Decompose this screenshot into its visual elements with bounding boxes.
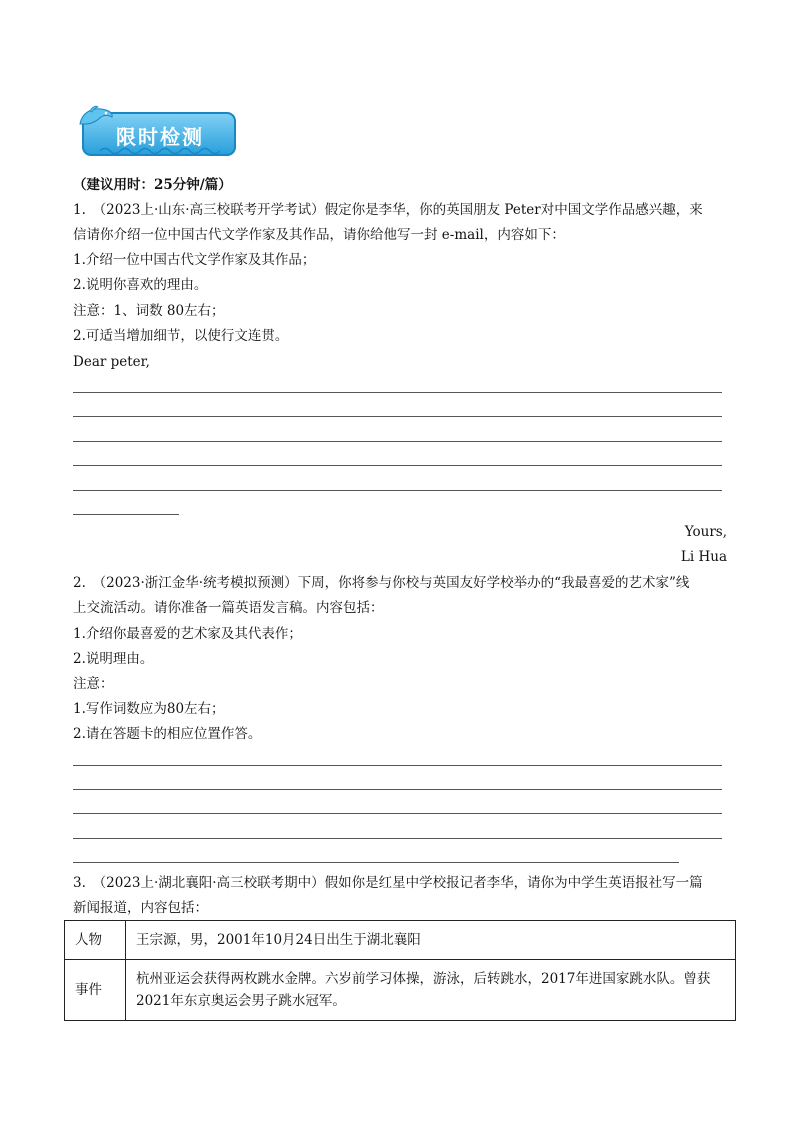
table-row bbox=[65, 921, 736, 960]
q2-point2: 2.说明理由。 bbox=[73, 651, 154, 667]
q1-point2: 2.说明你喜欢的理由。 bbox=[73, 277, 208, 293]
q2-prompt-line1: 2. （2023·浙江金华·统考模拟预测）下周，你将参与你校与英国友好学校举办的“我最喜爱的艺术家”线 bbox=[73, 575, 690, 591]
section-banner bbox=[76, 102, 238, 158]
table-row bbox=[65, 960, 736, 1021]
q1-closing: Yours, bbox=[684, 524, 727, 540]
q1-note2: 2.可适当增加细节，以使行文连贯。 bbox=[73, 328, 289, 344]
q1-prompt-line2: 信请你介绍一位中国古代文学作家及其作品，请你给他写一封 e-mail，内容如下： bbox=[73, 227, 565, 243]
q1-point1: 1.介绍一位中国古代文学作家及其作品； bbox=[73, 252, 316, 268]
q3-prompt-line2: 新闻报道，内容包括： bbox=[73, 900, 208, 916]
dolphin-icon bbox=[76, 102, 116, 136]
answer-line[interactable] bbox=[73, 465, 722, 466]
q1-note1: 注意：1、词数 80左右； bbox=[73, 303, 225, 319]
answer-line[interactable] bbox=[73, 441, 722, 442]
answer-line[interactable] bbox=[73, 862, 679, 863]
banner-title: 限时检测 bbox=[116, 125, 204, 149]
time-note: （建议用时：25分钟/篇） bbox=[73, 177, 232, 193]
answer-line[interactable] bbox=[73, 789, 722, 790]
q2-note-label: 注意： bbox=[73, 676, 114, 692]
answer-line-short[interactable] bbox=[73, 514, 179, 515]
q3-prompt-line1: 3. （2023上·湖北襄阳·高三校联考期中）假如你是红星中学校报记者李华，请你为中学生英语报社写一篇 bbox=[73, 875, 703, 891]
q1-signature: Li Hua bbox=[680, 549, 727, 565]
wave-decoration bbox=[100, 146, 220, 156]
q2-point1: 1.介绍你最喜爱的艺术家及其代表作； bbox=[73, 626, 302, 642]
answer-line[interactable] bbox=[73, 416, 722, 417]
answer-line[interactable] bbox=[73, 392, 722, 393]
answer-line[interactable] bbox=[73, 813, 722, 814]
q2-note2: 2.请在答题卡的相应位置作答。 bbox=[73, 726, 262, 742]
table-key: 人物 bbox=[65, 921, 126, 960]
answer-line[interactable] bbox=[73, 838, 722, 839]
table-value: 王宗源，男，2001年10月24日出生于湖北襄阳 bbox=[126, 921, 736, 960]
q2-note1: 1.写作词数应为80左右； bbox=[73, 701, 225, 717]
table-key: 事件 bbox=[65, 960, 126, 1021]
q3-info-table bbox=[64, 920, 736, 1021]
q1-greeting: Dear peter, bbox=[73, 354, 150, 370]
answer-line[interactable] bbox=[73, 490, 722, 491]
q2-prompt-line2: 上交流活动。请你准备一篇英语发言稿。内容包括： bbox=[73, 600, 384, 616]
table-value: 杭州亚运会获得两枚跳水金牌。六岁前学习体操，游泳，后转跳水，2017年进国家跳水队。曾获2021年东京奥运会男子跳水冠军。 bbox=[126, 960, 736, 1021]
q1-prompt-line1: 1. （2023上·山东·高三校联考开学考试）假定你是李华，你的英国朋友 Peter对中国文学作品感兴趣，来 bbox=[73, 202, 703, 218]
answer-line[interactable] bbox=[73, 765, 722, 766]
